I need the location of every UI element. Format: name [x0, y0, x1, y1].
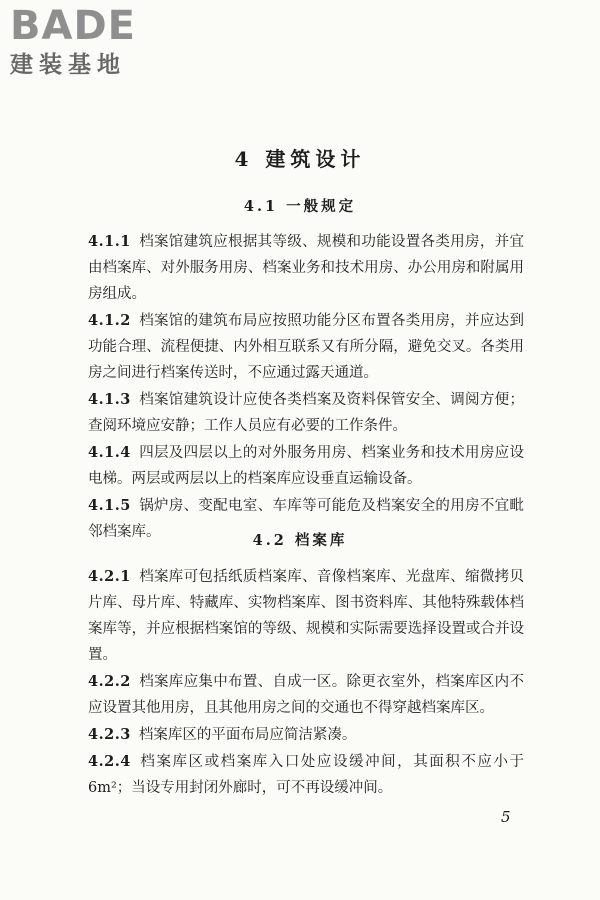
clause-number: 4.1.1	[88, 233, 131, 250]
clause-text: 锅炉房、变配电室、车库等可能危及档案安全的用房不宜毗邻档案库。	[88, 498, 524, 540]
clause-number: 4.2.4	[88, 753, 131, 770]
section-title-4-2: 4.2 档案库	[252, 532, 348, 549]
clause-text: 档案馆建筑设计应使各类档案及资料保管安全、调阅方便；查阅环境应安静；工作人员应有必要的工作条件。	[88, 392, 524, 434]
clause-4-2-1	[88, 564, 524, 668]
clause-4-1-3	[88, 387, 524, 439]
clause-number: 4.2.1	[88, 568, 131, 585]
chapter-title: 4 建筑设计	[234, 147, 366, 171]
logo-subtitle: 建装基地	[10, 52, 126, 78]
clause-text: 档案库可包括纸质档案库、音像档案库、光盘库、缩微拷贝片库、母片库、特藏库、实物档案库、图书资料库、其他特殊载体档案库等，并应根据档案馆的等级、规模和实际需要选择设置或合并设置。	[88, 569, 524, 663]
clause-4-2-4	[88, 749, 524, 801]
clause-text: 四层及四层以上的对外服务用房、档案业务和技术用房应设电梯。两层或两层以上的档案库应设垂直运输设备。	[88, 445, 524, 487]
clause-text: 档案库应集中布置、自成一区。除更衣室外，档案库区内不应设置其他用房，且其他用房之间的交通也不得穿越档案库区。	[88, 674, 524, 716]
clause-text: 档案库区或档案库入口处应设缓冲间，其面积不应小于6m²；当设专用封闭外廊时，可不再设缓冲间。	[88, 754, 524, 796]
clause-4-2-3	[88, 722, 524, 748]
section-title-4-1: 4.1 一般规定	[243, 198, 357, 215]
page-number: 5	[501, 808, 511, 826]
clause-number: 4.1.2	[88, 312, 131, 329]
clause-number: 4.1.4	[88, 444, 131, 461]
clause-number: 4.1.5	[88, 497, 131, 514]
clause-number: 4.1.3	[88, 391, 131, 408]
clause-number: 4.2.3	[88, 726, 131, 743]
section-4-2-clauses	[88, 564, 524, 802]
clause-text: 档案馆建筑应根据其等级、规模和功能设置各类用房，并宜由档案库、对外服务用房、档案业务和技术用房、办公用房和附属用房组成。	[88, 234, 524, 302]
clause-number: 4.2.2	[88, 673, 131, 690]
logo-wordmark: BADE	[10, 3, 136, 49]
clause-text: 档案库区的平面布局应简洁紧凑。	[138, 727, 357, 743]
clause-4-1-2	[88, 308, 524, 386]
bade-logo	[10, 4, 180, 80]
clause-4-2-2	[88, 669, 524, 721]
section-4-1-clauses	[88, 229, 524, 546]
clause-4-1-1	[88, 229, 524, 307]
clause-4-1-4	[88, 440, 524, 492]
clause-text: 档案馆的建筑布局应按照功能分区布置各类用房，并应达到功能合理、流程便捷、内外相互联系又有所分隔，避免交叉。各类用房之间进行档案传送时，不应通过露天通道。	[88, 313, 524, 381]
